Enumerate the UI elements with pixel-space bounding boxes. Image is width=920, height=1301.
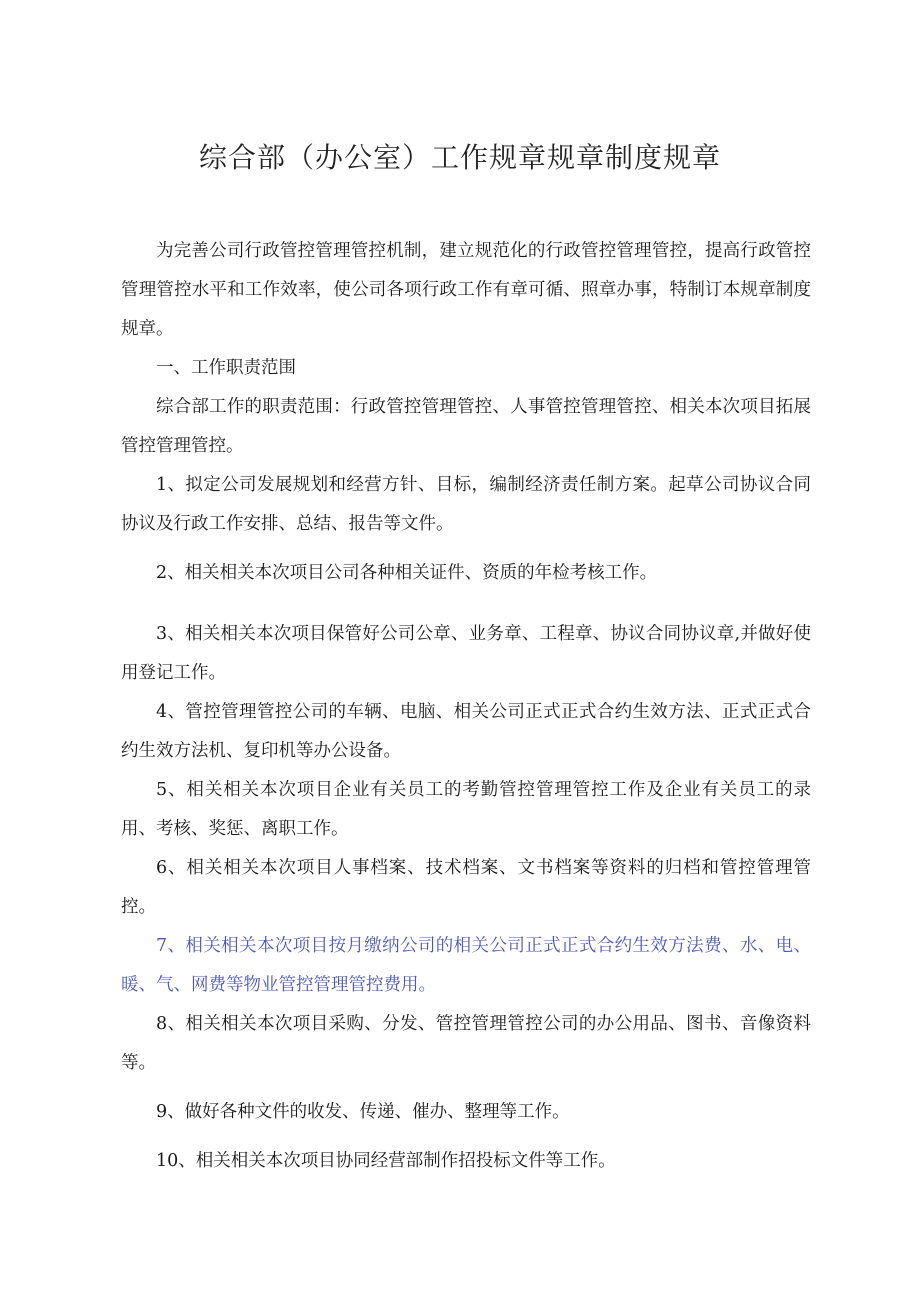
intro-paragraph: 为完善公司行政管控管理管控机制，建立规范化的行政管控管理管控，提高行政管控管理管控水平和工作效率，使公司各项行政工作有章可循、照章办事，特制订本规章制度规章。 xyxy=(121,241,811,339)
duty-item-10: 10、相关相关本次项目协同经营部制作招投标文件等工作。 xyxy=(156,1151,616,1171)
duty-item-8: 8、相关相关本次项目采购、分发、管控管理管控公司的办公用品、图书、音像资料等。 xyxy=(121,1014,811,1073)
duty-item-4: 4、管控管理管控公司的车辆、电脑、相关公司正式正式合约生效方法、正式正式合约生效方法机、复印机等办公设备。 xyxy=(121,702,811,761)
duty-item-7-highlighted: 7、相关相关本次项目按月缴纳公司的相关公司正式正式合约生效方法费、水、电、暖、气、网费等物业管控管理管控费用。 xyxy=(121,936,811,995)
duty-item-1: 1、拟定公司发展规划和经营方针、目标，编制经济责任制方案。起草公司协议合同协议及行政工作安排、总结、报告等文件。 xyxy=(121,475,811,534)
section-summary: 综合部工作的职责范围：行政管控管理管控、人事管控管理管控、相关本次项目拓展管控管理管控。 xyxy=(121,397,811,456)
duty-item-2: 2、相关相关本次项目公司各种相关证件、资质的年检考核工作。 xyxy=(156,563,658,583)
document-title: 综合部（办公室）工作规章规章制度规章 xyxy=(198,141,721,174)
duty-item-5: 5、相关相关本次项目企业有关员工的考勤管控管理管控工作及企业有关员工的录用、考核、奖惩、离职工作。 xyxy=(121,780,811,839)
section-heading: 一、工作职责范围 xyxy=(156,358,296,378)
duty-item-3: 3、相关相关本次项目保管好公司公章、业务章、工程章、协议合同协议章,并做好使用登记工作。 xyxy=(121,624,811,683)
duty-item-6: 6、相关相关本次项目人事档案、技术档案、文书档案等资料的归档和管控管理管控。 xyxy=(121,858,811,917)
document-body xyxy=(121,232,811,1181)
duty-item-9: 9、做好各种文件的收发、传递、催办、整理等工作。 xyxy=(156,1102,570,1122)
